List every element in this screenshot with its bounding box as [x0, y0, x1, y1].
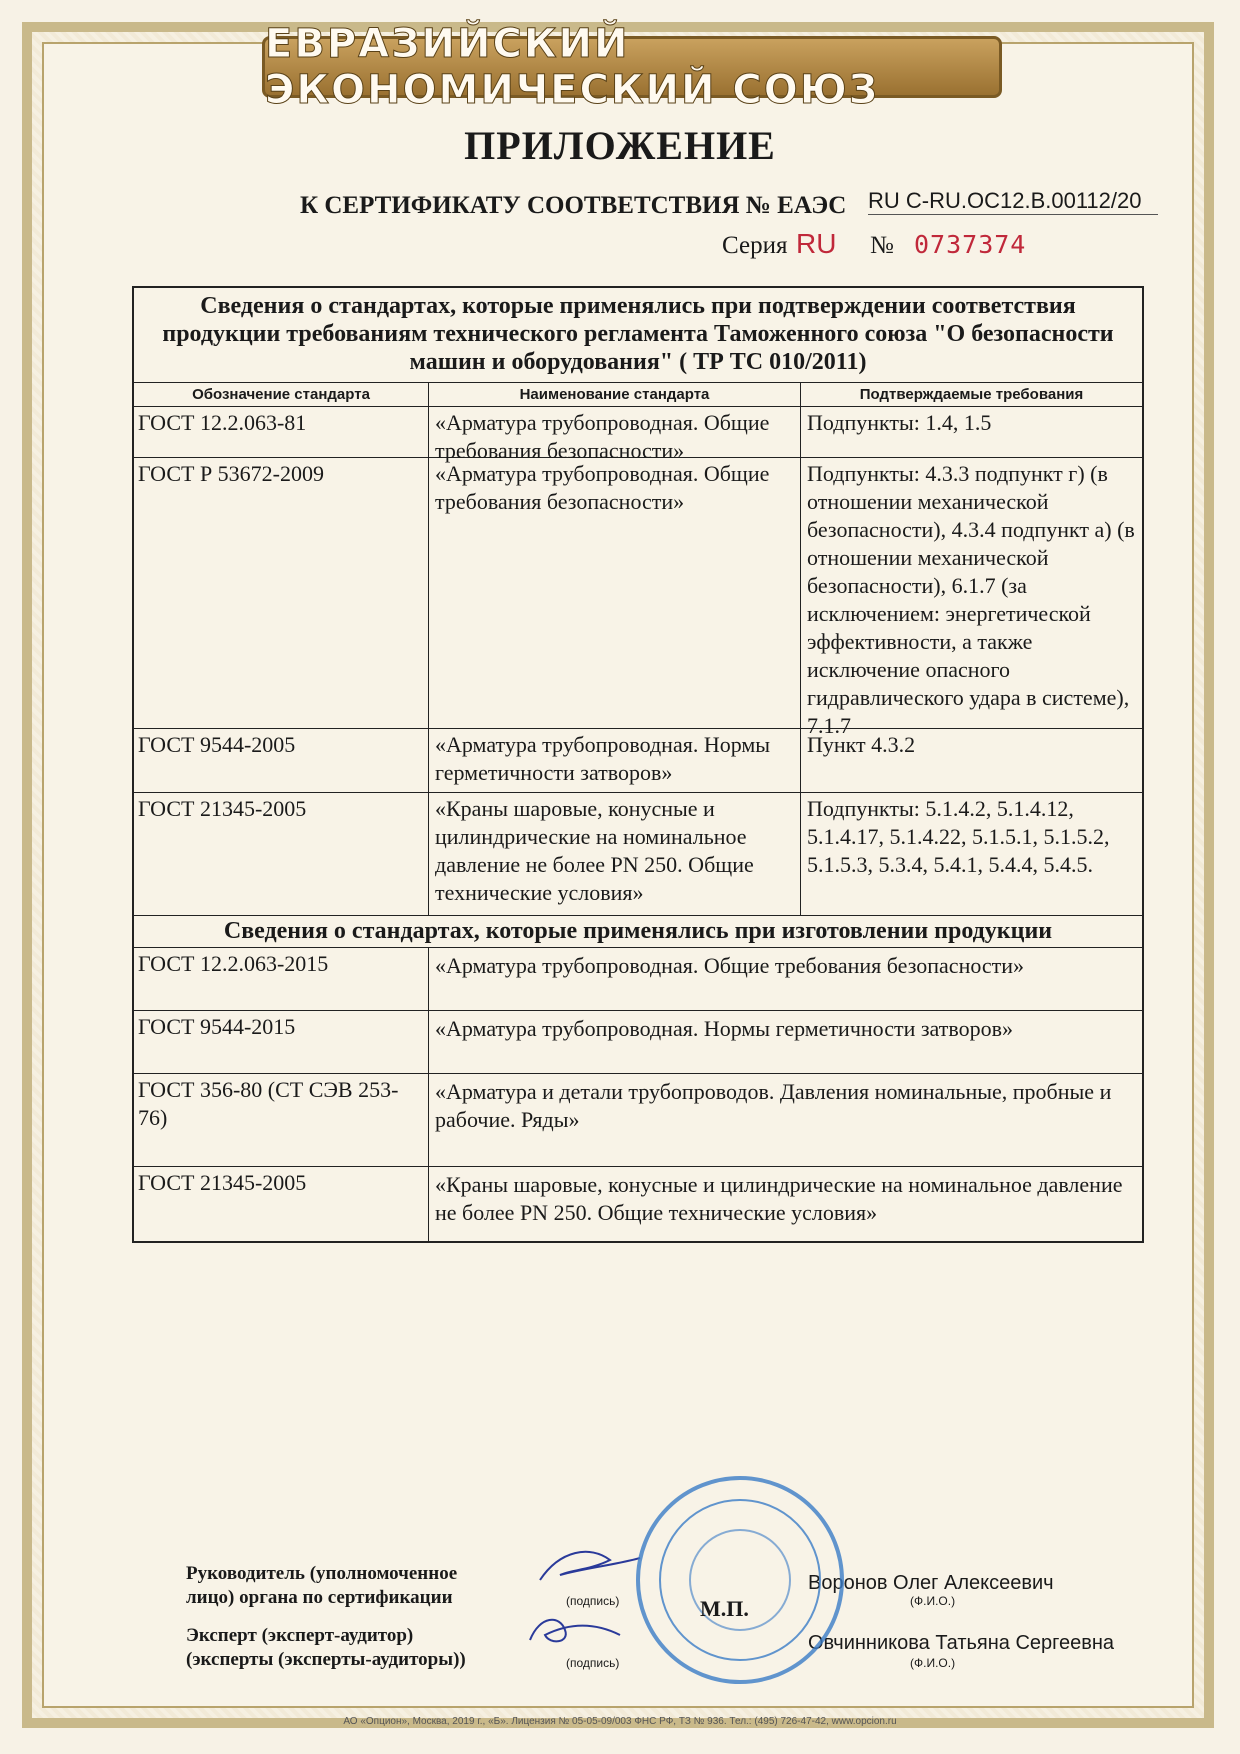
standard-name: «Арматура трубопроводная. Общие требования безопасности»: [429, 458, 801, 728]
series-value: RU: [796, 228, 837, 259]
table-heading: Сведения о стандартах, которые применялись при подтверждении соответствия продукции требованиям технического регламента Таможенного союза "О безопасности машин и оборудования" ( ТР ТС 010/2011): [134, 288, 1142, 383]
standard-name: «Краны шаровые, конусные и цилиндрические на номинальное давление не более PN 250. Общие технические условия»: [429, 793, 801, 915]
standard-name: «Арматура и детали трубопроводов. Давления номинальные, пробные и рабочие. Ряды»: [435, 1079, 1112, 1132]
expert-name: Овчинникова Татьяна Сергеевна: [808, 1632, 1115, 1654]
table-row: [134, 1011, 1142, 1074]
series-label: Серия: [722, 232, 788, 259]
form-number: 0737374: [914, 230, 1027, 259]
standard-name: «Арматура трубопроводная. Общие требования безопасности»: [429, 407, 801, 457]
certificate-subtitle: К СЕРТИФИКАТУ СООТВЕТСТВИЯ № ЕАЭС: [300, 192, 847, 219]
section-heading: Сведения о стандартах, которые применялись при изготовлении продукции: [134, 916, 1142, 948]
standard-code: ГОСТ 21345-2005: [134, 1167, 429, 1241]
standard-name: «Краны шаровые, конусные и цилиндрические на номинальное давление не более PN 250. Общие технические условия»: [435, 1172, 1123, 1225]
standard-code: ГОСТ Р 53672-2009: [134, 458, 429, 728]
page-title: ПРИЛОЖЕНИЕ: [464, 123, 776, 168]
table-row: [134, 729, 1142, 793]
standard-code: ГОСТ 12.2.063-2015: [134, 948, 429, 1010]
standard-name: «Арматура трубопроводная. Нормы герметичности затворов»: [429, 729, 801, 792]
column-header-name: Наименование стандарта: [429, 383, 801, 406]
standard-requirements: Подпункты: 4.3.3 подпункт г) (в отношении механической безопасности), 4.3.4 подпункт а) (в отношении механической безопасности), 6.1.7 (за исключением: энергетической эффективности, а также исключение опасного гидравлического удара в системе), 7.1.7: [807, 461, 1135, 738]
table-row: [134, 793, 1142, 916]
standard-code: ГОСТ 9544-2015: [134, 1011, 429, 1073]
standard-code: ГОСТ 356-80 (СТ СЭВ 253-76): [134, 1074, 429, 1166]
standard-code: ГОСТ 12.2.063-81: [134, 407, 429, 457]
standard-name: «Арматура трубопроводная. Общие требования безопасности»: [435, 953, 1025, 978]
table-row: [134, 1167, 1142, 1241]
standard-name: «Арматура трубопроводная. Нормы герметичности затворов»: [435, 1016, 1013, 1041]
table-row: [134, 948, 1142, 1011]
certificate-number: RU C-RU.OC12.B.00112/20: [868, 188, 1158, 215]
signature-caption: (подпись): [566, 1594, 620, 1608]
standard-requirements: Подпункты: 5.1.4.2, 5.1.4.12, 5.1.4.17, 5.1.4.22, 5.1.5.1, 5.1.5.2, 5.1.5.3, 5.3.4, 5.4.1, 5.4.4, 5.4.5.: [807, 796, 1110, 877]
head-label: Руководитель (уполномоченное лицо) органа по сертификации: [186, 1563, 458, 1608]
column-headers: [134, 383, 1142, 407]
eaeu-banner: [262, 21, 1002, 113]
standard-requirements: Подпункты: 1.4, 1.5: [807, 410, 992, 435]
head-name: Воронов Олег Алексеевич: [808, 1572, 1054, 1594]
expert-label: Эксперт (эксперт-аудитор) (эксперты (эксперты-аудиторы)): [186, 1625, 466, 1670]
standard-code: ГОСТ 21345-2005: [134, 793, 429, 915]
signature-caption: (подпись): [566, 1656, 620, 1670]
printer-footer: АО «Опцион», Москва, 2019 г., «Б». Лицензия № 05-05-09/003 ФНС РФ, ТЗ № 936. Тел.: (495) 726-47-42, www.opcion.ru: [343, 1716, 897, 1727]
standards-table: [132, 286, 1144, 1243]
table-row: [134, 407, 1142, 463]
stamp-mark: М.П.: [700, 1596, 749, 1621]
standard-requirements: Пункт 4.3.2: [807, 732, 916, 757]
column-header-code: Обозначение стандарта: [134, 383, 429, 406]
column-header-requirements: Подтверждаемые требования: [859, 386, 1084, 403]
number-label: №: [870, 232, 894, 259]
fio-caption: (Ф.И.О.): [910, 1656, 956, 1670]
certification-stamp: [630, 1470, 850, 1690]
standard-code: ГОСТ 9544-2005: [134, 729, 429, 792]
table-row: [134, 1074, 1142, 1167]
table-row: [134, 458, 1142, 738]
expert-signature: [520, 1605, 630, 1655]
fio-caption: (Ф.И.О.): [910, 1594, 956, 1608]
banner-text: ЕВРАЗИЙСКИЙ ЭКОНОМИЧЕСКИЙ СОЮЗ: [265, 21, 880, 113]
